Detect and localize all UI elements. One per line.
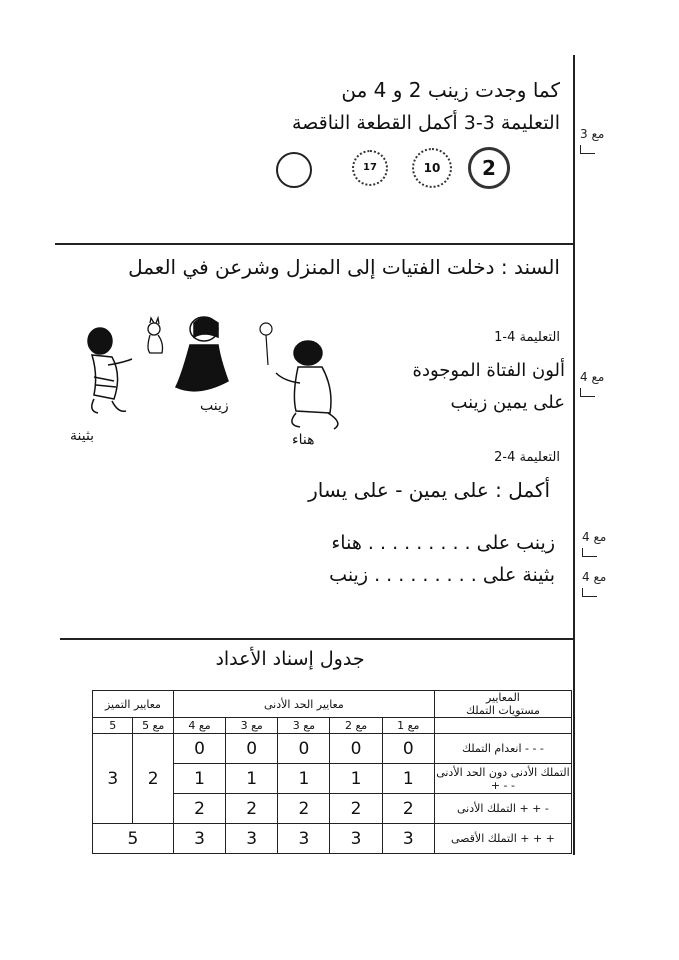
stamp-text: 2 — [482, 156, 496, 180]
instr-4-2: التعليمة 4-2 — [494, 450, 560, 465]
name-middle: زينب — [200, 398, 229, 414]
sub-header: مع 3 — [278, 718, 330, 734]
task-1-line-a: ألون الفتاة الموجودة — [412, 360, 565, 381]
header-min: معايير الحد الأدنى — [173, 691, 434, 718]
grid-cell: 0 — [173, 734, 225, 764]
stamp-2 — [468, 147, 510, 189]
sentence-1-start: زينب على — [476, 532, 555, 554]
q4-title: السند : دخلت الفتيات إلى المنزل وشرعن في العمل — [128, 255, 560, 279]
header-line-2: التعليمة 3-3 أكمل القطعة الناقصة — [291, 112, 560, 134]
score-tick — [582, 548, 597, 557]
grid-cell: 0 — [278, 734, 330, 764]
criterion-label — [580, 370, 604, 397]
excel-cell: 2 — [133, 734, 173, 824]
excel-cell: 3 — [93, 734, 133, 824]
criterion-label — [580, 127, 604, 154]
sub-header: مع 5 — [133, 718, 173, 734]
excel-total: 5 — [93, 824, 174, 854]
answer-blank-1[interactable]: . . . . . . . . . — [367, 532, 471, 554]
girl-middle-figure — [176, 317, 228, 391]
girls-illustration — [78, 315, 358, 440]
header-levels-label: مستويات التملك — [465, 704, 540, 717]
score-tick — [580, 388, 595, 397]
stamp-text: 17 — [363, 162, 377, 173]
sub-header: مع 1 — [382, 718, 434, 734]
grid-cell: 1 — [278, 764, 330, 794]
grid-cell: 0 — [226, 734, 278, 764]
grid-cell: 1 — [330, 764, 382, 794]
stamp-17 — [352, 150, 388, 186]
separator-top — [55, 243, 573, 245]
grid-cell: 2 — [173, 794, 225, 824]
separator-bottom — [60, 638, 573, 640]
task-1-line-b: على يمين زينب — [450, 392, 565, 413]
flower-icon — [260, 323, 272, 365]
answer-blank-2[interactable]: . . . . . . . . . — [374, 564, 477, 586]
criterion-text: مع 4 — [582, 530, 607, 544]
girl-right-figure — [276, 341, 338, 429]
name-left: بثينة — [70, 428, 95, 444]
header-line-1: كما وجدت زينب 2 و 4 من — [341, 78, 560, 102]
girl-left-figure — [88, 328, 132, 413]
sentence-1 — [170, 532, 555, 554]
sentence-2-end: زينب — [329, 564, 369, 586]
criterion-text: مع 4 — [580, 370, 605, 384]
grid-cell: 0 — [382, 734, 434, 764]
grid-cell: 3 — [226, 824, 278, 854]
grid-cell: 3 — [382, 824, 434, 854]
scoring-grid — [92, 690, 572, 854]
grid-cell: 3 — [330, 824, 382, 854]
grid-cell: 3 — [278, 824, 330, 854]
criterion-text: مع 3 — [580, 127, 605, 141]
sub-header: مع 2 — [330, 718, 382, 734]
criterion-label — [582, 530, 606, 557]
grid-cell: 2 — [278, 794, 330, 824]
stamp-10 — [412, 148, 452, 188]
sub-header: مع 3 — [226, 718, 278, 734]
level-label: التملك الأقصى + + + — [434, 824, 571, 854]
grid-cell: 2 — [226, 794, 278, 824]
cat-icon — [148, 318, 163, 353]
grid-cell: 0 — [330, 734, 382, 764]
stamp-text: 10 — [423, 161, 441, 175]
criterion-label — [582, 570, 606, 597]
sentence-2 — [170, 564, 555, 586]
criterion-text: مع 4 — [582, 570, 607, 584]
empty-circle[interactable] — [276, 152, 312, 188]
grid-cell: 3 — [173, 824, 225, 854]
margin-line — [573, 55, 575, 855]
score-tick — [580, 145, 595, 154]
sub-header-blank — [434, 718, 571, 734]
grid-cell: 1 — [382, 764, 434, 794]
sentence-2-start: بثينة على — [482, 564, 555, 586]
grid-cell: 2 — [382, 794, 434, 824]
name-right: هناء — [292, 432, 315, 448]
level-label: التملك الأدنى + + - — [434, 794, 571, 824]
sub-header: 5 — [93, 718, 133, 734]
header-criteria-label: المعايير — [485, 691, 520, 704]
level-label: التملك الأدنى دون الحد الأدنى + - - — [436, 765, 570, 792]
grid-cell: 1 — [226, 764, 278, 794]
level-label: انعدام التملك - - - — [434, 734, 571, 764]
sentence-1-end: هناء — [331, 532, 362, 554]
header-excel: معايير التميز — [93, 691, 174, 718]
grid-title: جدول إسناد الأعداد — [215, 648, 365, 670]
grid-cell: 1 — [173, 764, 225, 794]
instr-4-1: التعليمة 4-1 — [494, 330, 560, 345]
score-tick — [582, 588, 597, 597]
header-criteria — [434, 691, 571, 718]
grid-cell: 2 — [330, 794, 382, 824]
sub-header: مع 4 — [173, 718, 225, 734]
task-2: أكمل : على يمين - على يسار — [308, 478, 550, 502]
